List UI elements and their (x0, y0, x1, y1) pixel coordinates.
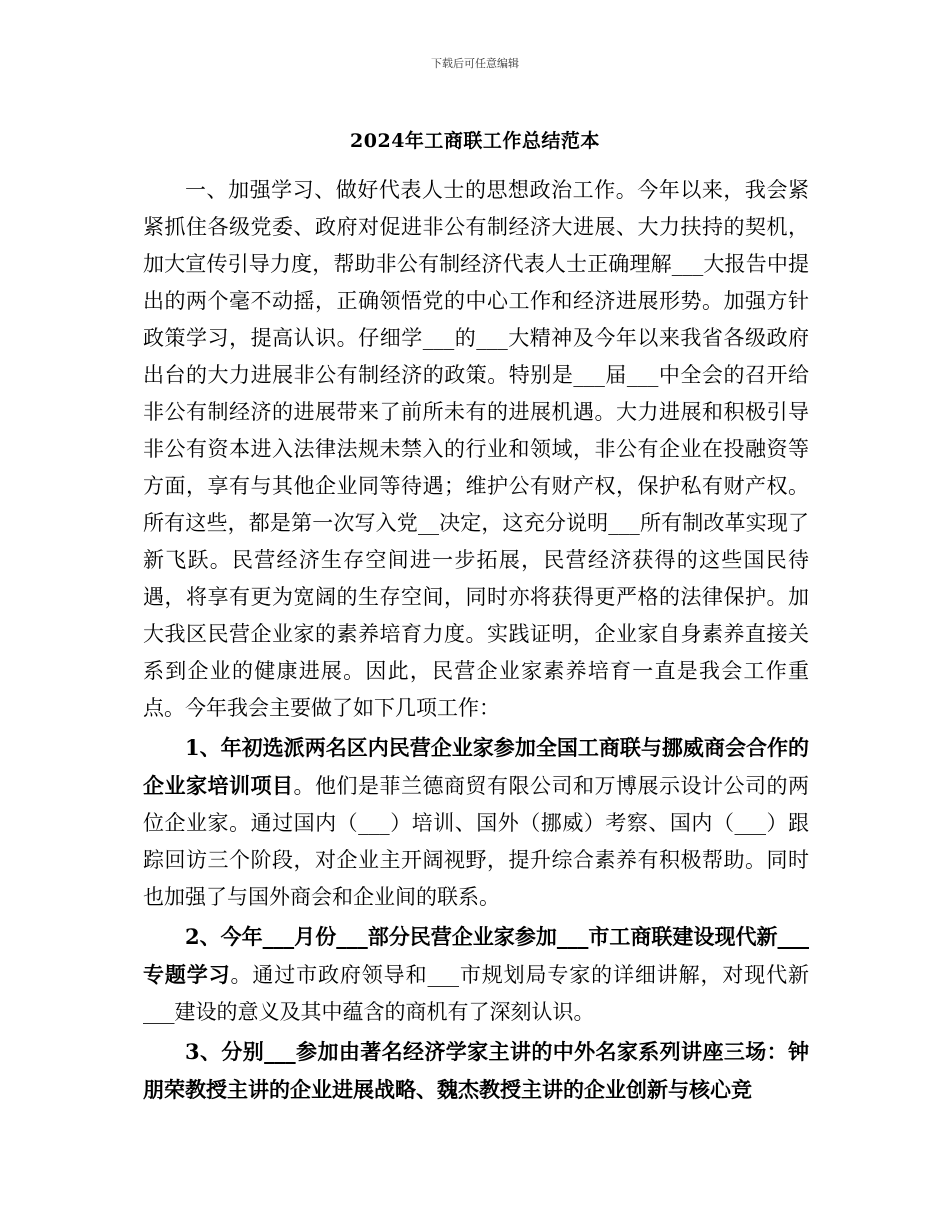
paragraph-4-heading: 3、分别___参加由著名经济学家主讲的中外名家系列讲座三场：钟朋荣教授主讲的企业进展战略、魏杰教授主讲的企业创新与核心竞 (143, 1039, 809, 1102)
header-note: 下载后可任意编辑 (431, 57, 519, 70)
document-title: 2024年工商联工作总结范本 (350, 130, 600, 152)
paragraph-2-heading: 1、年初选派两名区内民营企业家参加全国工商联与挪威商会合作的企业家培训项目 (143, 735, 809, 798)
paragraph-3-heading: 2、今年___月份___部分民营企业家参加___市工商联建设现代新___专题学习 (143, 924, 809, 987)
paragraph-1 (143, 172, 809, 727)
document-body (143, 172, 809, 1109)
paragraph-3-text: 。通过市政府领导和___市规划局专家的详细讲解，对现代新___建设的意义及其中蕴含的商机有了深刻认识。 (143, 963, 810, 1024)
paragraph-2 (143, 729, 809, 916)
paragraph-1-text: 一、加强学习、做好代表人士的思想政治工作。今年以来，我会紧紧抓住各级党委、政府对促进非公有制经济大进展、大力扶持的契机，加大宣传引导力度，帮助非公有制经济代表人士正确理解___大报告中提出的两个毫不动摇，正确领悟党的中心工作和经济进展形势。加强方针政策学习，提高认识。仔细学___的___大精神及今年以来我省各级政府出台的大力进展非公有制经济的政策。特别是___届___中全会的召开给非公有制经济的进展带来了前所未有的进展机遇。大力进展和积极引导非公有资本进入法律法规未禁入的行业和领域，非公有企业在投融资等方面，享有与其他企业同等待遇；维护公有财产权，保护私有财产权。所有这些，都是第一次写入党__决定，这充分说明___所有制改革实现了新飞跃。民营经济生存空间进一步拓展，民营经济获得的这些国民待遇，将享有更为宽阔的生存空间，同时亦将获得更严格的法律保护。加大我区民营企业家的素养培育力度。实践证明，企业家自身素养直接关系到企业的健康进展。因此，民营企业家素养培育一直是我会工作重点。今年我会主要做了如下几项工作： (143, 178, 809, 720)
paragraph-3 (143, 918, 809, 1031)
paragraph-4 (143, 1033, 809, 1109)
paragraph-2-text: 。他们是菲兰德商贸有限公司和万博展示设计公司的两位企业家。通过国内（___）培训、国外（挪威）考察、国内（___）跟踪回访三个阶段，对企业主开阔视野，提升综合素养有积极帮助。同时也加强了与国外商会和企业间的联系。 (143, 774, 809, 909)
